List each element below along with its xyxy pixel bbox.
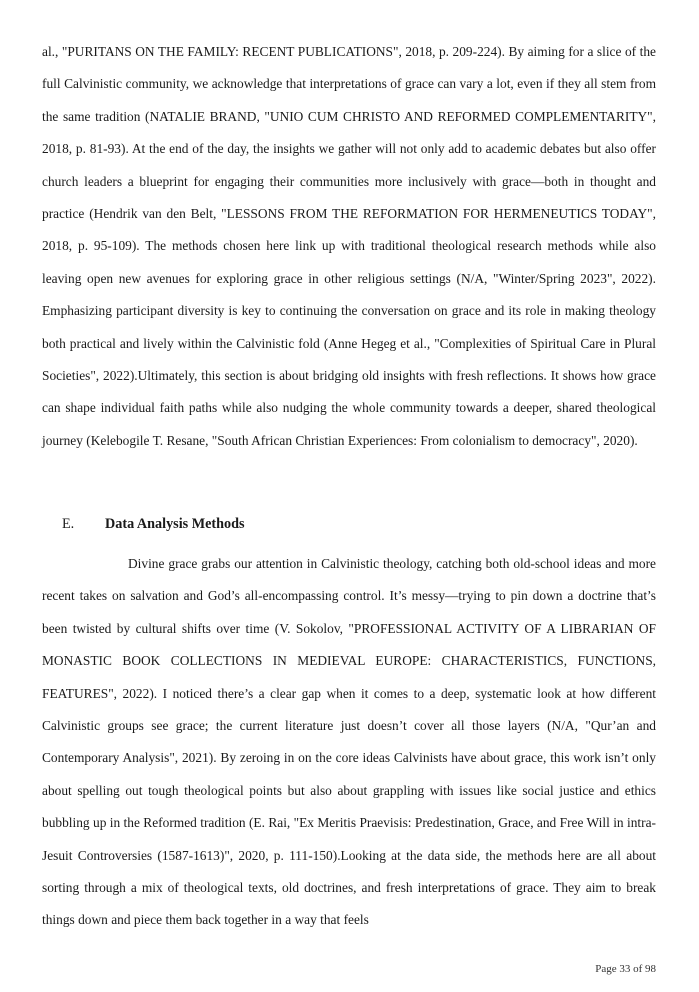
page-number: Page 33 of 98 (595, 963, 656, 975)
section-heading (62, 508, 245, 540)
body-paragraph: Divine grace grabs our attention in Calvinistic theology, catching both old-school ideas and more recent takes on salvation and God’s all-encompassing control. It’s messy—trying to pin down a doctrine that’s been twisted by cultural shifts over time (V. Sokolov, "PROFESSIONAL ACTIVITY OF A LIBRARIAN OF MONASTIC BOOK COLLECTIONS IN MEDIEVAL EUROPE: CHARACTERISTICS, FUNCTIONS, FEATURES", 2022). I noticed there’s a clear gap when it comes to a deep, systematic look at how different Calvinistic groups see grace; the current literature just doesn’t cover all those layers (N/A, "Qur’an and Contemporary Analysis", 2021). By zeroing in on the core ideas Calvinists have about grace, this work isn’t only about spelling out tough theological points but also about grappling with issues like social justice and ethics bubbling up in the Reformed tradition (E. Rai, "Ex Meritis Praevisis: Predestination, Grace, and Free Will in intra-Jesuit Controversies (1587-1613)", 2020, p. 111-150).Looking at the data side, the methods here are all about sorting through a mix of theological texts, old doctrines, and fresh interpretations of grace. They aim to break things down and piece them back together in a way that feels (42, 556, 656, 928)
section-letter: E. (62, 516, 75, 532)
section-title: Data Analysis Methods (105, 516, 245, 532)
body-paragraph: al., "PURITANS ON THE FAMILY: RECENT PUBLICATIONS", 2018, p. 209-224). By aiming for a slice of the full Calvinistic community, we acknowledge that interpretations of grace can vary a lot, even if they all stem from the same tradition (NATALIE BRAND, "UNIO CUM CHRISTO AND REFORMED COMPLEMENTARITY", 2018, p. 81-93). At the end of the day, the insights we gather will not only add to academic debates but also offer church leaders a blueprint for engaging their communities more inclusively with grace—both in thought and practice (Hendrik van den Belt, "LESSONS FROM THE REFORMATION FOR HERMENEUTICS TODAY", 2018, p. 95-109). The methods chosen here link up with traditional theological research methods while also leaving open new avenues for exploring grace in other religious settings (N/A, "Winter/Spring 2023", 2022). Emphasizing participant diversity is key to continuing the conversation on grace and its role in making theology both practical and lively within the Calvinistic fold (Anne Hegeg et al., "Complexities of Spiritual Care in Plural Societies", 2022).Ultimately, this section is about bridging old insights with fresh reflections. It shows how grace can shape individual faith paths while also nudging the whole community towards a deeper, shared theological journey (Kelebogile T. Resane, "South African Christian Experiences: From colonialism to democracy", 2020). (42, 44, 656, 448)
